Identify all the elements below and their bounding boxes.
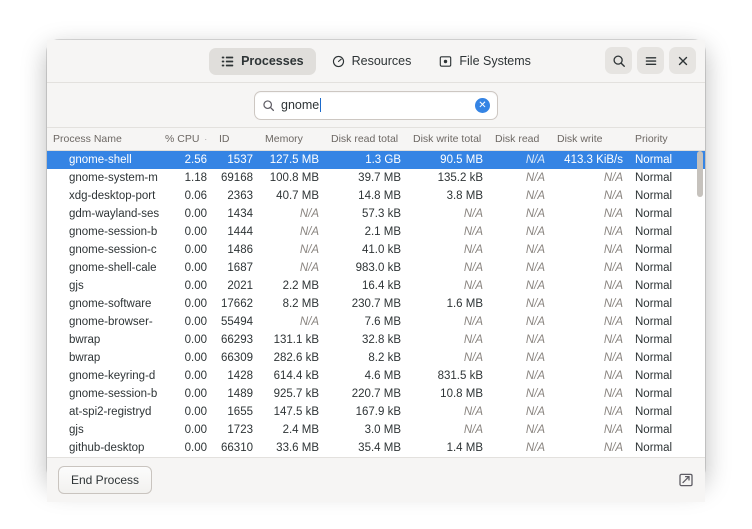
cell-drt: 4.6 MB: [364, 370, 401, 382]
cell-id: 1444: [227, 226, 253, 238]
cell-priority: Normal: [635, 334, 673, 346]
cell-cpu: 0.00: [184, 316, 207, 328]
cell-dwt: N/A: [463, 424, 483, 436]
cell-drt: 983.0 kB: [355, 262, 401, 274]
column-header-disk-read-total[interactable]: Disk read total: [331, 133, 399, 145]
vertical-scrollbar[interactable]: [697, 151, 703, 197]
table-row[interactable]: [47, 313, 705, 331]
cell-priority: Normal: [635, 226, 673, 238]
cell-dwt: 831.5 kB: [437, 370, 483, 382]
column-header-priority[interactable]: Priority: [635, 133, 668, 145]
cell-id: 1655: [227, 406, 253, 418]
cell-priority: Normal: [635, 406, 673, 418]
cell-dwt: 1.6 MB: [446, 298, 483, 310]
process-name-label: gnome-shell: [69, 154, 132, 166]
cell-drt: 41.0 kB: [362, 244, 401, 256]
cell-dwt: 3.8 MB: [446, 190, 483, 202]
clear-icon[interactable]: ✕: [475, 98, 490, 113]
cell-memory: 2.2 MB: [282, 280, 319, 292]
cell-dw: N/A: [603, 280, 623, 292]
cell-process-name: [47, 226, 159, 238]
cell-dwt: 135.2 kB: [437, 172, 483, 184]
process-name-label: gnome-session-c: [69, 244, 157, 256]
cell-priority: Normal: [635, 442, 673, 454]
cell-process-name: [47, 280, 159, 292]
tab-file-systems[interactable]: [427, 48, 543, 75]
cell-cpu: 0.00: [184, 226, 207, 238]
cell-cpu: 0.00: [184, 280, 207, 292]
cell-drt: 230.7 MB: [351, 298, 401, 310]
cell-priority: Normal: [635, 388, 673, 400]
cell-process-name: [47, 370, 159, 382]
app-icon-diamond: [53, 389, 64, 400]
process-info-icon[interactable]: [678, 472, 694, 488]
cell-dw: N/A: [603, 190, 623, 202]
cell-dwt: N/A: [463, 352, 483, 364]
cell-cpu: 0.00: [184, 208, 207, 220]
table-body: [47, 151, 705, 457]
cell-memory: 33.6 MB: [276, 442, 319, 454]
header-bar: [47, 40, 705, 83]
table-row[interactable]: [47, 349, 705, 367]
cell-dr: N/A: [525, 262, 545, 274]
cell-memory: 127.5 MB: [269, 154, 319, 166]
cell-id: 66309: [221, 352, 253, 364]
table-row[interactable]: [47, 241, 705, 259]
table-row[interactable]: [47, 277, 705, 295]
cell-cpu: 2.56: [184, 154, 207, 166]
text-caret: [320, 98, 321, 112]
cell-memory: 40.7 MB: [276, 190, 319, 202]
tab-processes-label: Processes: [241, 54, 304, 68]
cell-dr: N/A: [525, 370, 545, 382]
end-process-label: End Process: [71, 473, 140, 487]
column-header-disk-read[interactable]: Disk read: [495, 133, 540, 145]
footer-bar: [47, 457, 705, 502]
cell-process-name: [47, 352, 159, 364]
table-row[interactable]: [47, 331, 705, 349]
cell-process-name: [47, 208, 159, 220]
resources-icon: [332, 55, 345, 68]
footer-actions: [678, 472, 694, 488]
cell-memory: N/A: [299, 244, 319, 256]
tab-processes[interactable]: [209, 48, 316, 75]
cell-dw: N/A: [603, 406, 623, 418]
app-icon-diamond: [53, 317, 64, 328]
column-header-cpu[interactable]: % CPU: [159, 133, 213, 145]
search-input[interactable]: [254, 91, 498, 120]
cell-priority: Normal: [635, 280, 673, 292]
cell-id: 1723: [227, 424, 253, 436]
cell-drt: 16.4 kB: [362, 280, 401, 292]
table-row[interactable]: [47, 295, 705, 313]
cell-memory: 614.4 kB: [273, 370, 319, 382]
cell-process-name: [47, 244, 159, 256]
cell-priority: Normal: [635, 370, 673, 382]
cell-cpu: 0.00: [184, 334, 207, 346]
app-icon-diamond: [53, 191, 64, 202]
app-icon-diamond: [53, 371, 64, 382]
table-row[interactable]: [47, 403, 705, 421]
cell-dr: N/A: [525, 388, 545, 400]
app-icon-diamond: [53, 281, 64, 292]
cell-id: 1428: [227, 370, 253, 382]
cell-dr: N/A: [525, 208, 545, 220]
cell-id: 55494: [221, 316, 253, 328]
cell-dr: N/A: [525, 172, 545, 184]
cell-dw: N/A: [603, 424, 623, 436]
tab-resources-label: Resources: [351, 54, 412, 68]
cell-process-name: [47, 172, 159, 184]
process-name-label: gnome-software: [69, 298, 152, 310]
cell-dw: N/A: [603, 334, 623, 346]
column-header-id[interactable]: ID: [219, 133, 230, 145]
cell-dwt: N/A: [463, 244, 483, 256]
cell-process-name: [47, 406, 159, 418]
cell-id: 17662: [221, 298, 253, 310]
cell-dr: N/A: [525, 190, 545, 202]
cell-dwt: N/A: [463, 406, 483, 418]
cell-dwt: N/A: [463, 334, 483, 346]
app-icon-diamond: [53, 209, 64, 220]
processes-icon: [221, 55, 234, 68]
cell-dw: N/A: [603, 298, 623, 310]
table-row[interactable]: [47, 205, 705, 223]
cell-priority: Normal: [635, 298, 673, 310]
cell-drt: 8.2 kB: [368, 352, 401, 364]
cell-drt: 7.6 MB: [364, 316, 401, 328]
search-icon: [262, 99, 275, 112]
cell-drt: 39.7 MB: [358, 172, 401, 184]
cell-process-name: [47, 262, 159, 274]
table-row[interactable]: [47, 169, 705, 187]
cell-id: 2021: [227, 280, 253, 292]
process-name-label: gnome-shell-cale: [69, 262, 157, 274]
process-name-label: gnome-system-m: [69, 172, 158, 184]
table-row[interactable]: [47, 367, 705, 385]
cell-cpu: 0.06: [184, 190, 207, 202]
cell-dr: N/A: [525, 424, 545, 436]
cell-memory: 2.4 MB: [282, 424, 319, 436]
cell-memory: N/A: [299, 262, 319, 274]
cell-cpu: 0.00: [184, 352, 207, 364]
cell-cpu: 0.00: [184, 244, 207, 256]
cell-dwt: 1.4 MB: [446, 442, 483, 454]
cell-cpu: 0.00: [184, 406, 207, 418]
close-icon: [676, 54, 690, 68]
close-button[interactable]: [669, 47, 696, 74]
process-name-label: gnome-browser-: [69, 316, 153, 328]
cell-priority: Normal: [635, 352, 673, 364]
search-button[interactable]: [605, 47, 632, 74]
cell-dw: N/A: [603, 442, 623, 454]
search-icon: [612, 54, 626, 68]
cell-dwt: N/A: [463, 208, 483, 220]
cell-dr: N/A: [525, 442, 545, 454]
cell-cpu: 0.00: [184, 370, 207, 382]
column-header-process-name[interactable]: Process Name: [53, 133, 122, 145]
cell-dw: N/A: [603, 262, 623, 274]
cell-cpu: 0.00: [184, 262, 207, 274]
app-icon-diamond: [53, 263, 64, 274]
cell-dwt: N/A: [463, 280, 483, 292]
cell-dr: N/A: [525, 298, 545, 310]
table-header-row: [47, 128, 705, 151]
column-header-memory[interactable]: Memory: [265, 133, 303, 145]
cell-dw: N/A: [603, 316, 623, 328]
cell-drt: 2.1 MB: [364, 226, 401, 238]
cell-id: 66310: [221, 442, 253, 454]
cell-process-name: [47, 298, 159, 310]
cell-memory: 282.6 kB: [273, 352, 319, 364]
cell-dwt: N/A: [463, 316, 483, 328]
app-icon-diamond: [53, 407, 64, 418]
cell-memory: 131.1 kB: [273, 334, 319, 346]
app-icon-diamond: [53, 227, 64, 238]
cell-drt: 167.9 kB: [355, 406, 401, 418]
cell-dr: N/A: [525, 154, 545, 166]
cell-dr: N/A: [525, 406, 545, 418]
cell-dr: N/A: [525, 226, 545, 238]
table-row[interactable]: [47, 223, 705, 241]
column-header-disk-write[interactable]: Disk write: [557, 133, 603, 145]
process-name-label: gnome-keyring-d: [69, 370, 156, 382]
cell-priority: Normal: [635, 172, 673, 184]
cell-drt: 35.4 MB: [358, 442, 401, 454]
cell-dw: N/A: [603, 226, 623, 238]
cell-memory: N/A: [299, 208, 319, 220]
cell-id: 66293: [221, 334, 253, 346]
cell-dw: 413.3 KiB/s: [564, 154, 623, 166]
cell-id: 1434: [227, 208, 253, 220]
cell-priority: Normal: [635, 208, 673, 220]
cell-id: 1687: [227, 262, 253, 274]
process-name-label: xdg-desktop-port: [69, 190, 156, 202]
cell-dr: N/A: [525, 280, 545, 292]
cell-dwt: N/A: [463, 226, 483, 238]
sort-descending-icon: [205, 135, 207, 144]
cell-id: 2363: [227, 190, 253, 202]
cell-memory: 147.5 kB: [273, 406, 319, 418]
cell-dwt: 90.5 MB: [440, 154, 483, 166]
cell-dw: N/A: [603, 244, 623, 256]
cell-drt: 3.0 MB: [364, 424, 401, 436]
file-systems-icon: [439, 55, 452, 68]
process-name-label: at-spi2-registryd: [69, 406, 152, 418]
cell-dw: N/A: [603, 208, 623, 220]
cell-process-name: [47, 316, 159, 328]
cell-dr: N/A: [525, 244, 545, 256]
app-icon-diamond: [53, 155, 64, 166]
app-icon-diamond: [53, 443, 64, 454]
cell-cpu: 0.00: [184, 442, 207, 454]
cell-id: 1489: [227, 388, 253, 400]
cell-memory: 8.2 MB: [282, 298, 319, 310]
tab-file-systems-label: File Systems: [459, 54, 531, 68]
cell-memory: 925.7 kB: [273, 388, 319, 400]
table-row[interactable]: [47, 187, 705, 205]
table-row[interactable]: [47, 151, 705, 169]
cell-drt: 220.7 MB: [351, 388, 401, 400]
cell-id: 1537: [227, 154, 253, 166]
cell-process-name: [47, 190, 159, 202]
cell-priority: Normal: [635, 154, 673, 166]
search-bar: [47, 83, 705, 128]
cell-cpu: 0.00: [184, 424, 207, 436]
cell-drt: 57.3 kB: [362, 208, 401, 220]
cell-cpu: 0.00: [184, 388, 207, 400]
app-icon-terminal: [53, 173, 64, 184]
cell-dw: N/A: [603, 370, 623, 382]
cell-drt: 14.8 MB: [358, 190, 401, 202]
cell-process-name: [47, 388, 159, 400]
process-table: [47, 128, 705, 457]
cell-process-name: [47, 334, 159, 346]
cell-priority: Normal: [635, 244, 673, 256]
cell-id: 1486: [227, 244, 253, 256]
process-name-label: gdm-wayland-ses: [69, 208, 160, 220]
tab-resources[interactable]: [320, 48, 424, 75]
header-actions: [605, 47, 696, 74]
search-input-value: gnome: [281, 98, 320, 112]
cell-dw: N/A: [603, 352, 623, 364]
cell-priority: Normal: [635, 424, 673, 436]
process-name-label: gjs: [69, 280, 84, 292]
cell-dw: N/A: [603, 388, 623, 400]
table-row[interactable]: [47, 421, 705, 439]
system-monitor-window: [47, 40, 705, 487]
process-name-label: gnome-session-b: [69, 388, 158, 400]
view-switcher: [209, 48, 543, 75]
process-name-label: gjs: [69, 424, 84, 436]
process-name-label: bwrap: [69, 334, 101, 346]
menu-button[interactable]: [637, 47, 664, 74]
process-name-label: gnome-session-b: [69, 226, 158, 238]
cell-drt: 32.8 kB: [362, 334, 401, 346]
cell-dr: N/A: [525, 352, 545, 364]
cell-dr: N/A: [525, 316, 545, 328]
cell-dw: N/A: [603, 172, 623, 184]
cell-process-name: [47, 424, 159, 436]
end-process-button[interactable]: [58, 466, 152, 494]
cell-priority: Normal: [635, 316, 673, 328]
app-icon-diamond: [53, 335, 64, 346]
hamburger-menu-icon: [644, 54, 658, 68]
cell-process-name: [47, 442, 159, 454]
process-name-label: bwrap: [69, 352, 101, 364]
cell-id: 69168: [221, 172, 253, 184]
cell-process-name: [47, 154, 159, 166]
app-icon-diamond: [53, 353, 64, 364]
table-row[interactable]: [47, 259, 705, 277]
app-icon-software: [53, 299, 64, 310]
cell-memory: 100.8 MB: [269, 172, 319, 184]
cell-memory: N/A: [299, 316, 319, 328]
column-header-disk-write-total[interactable]: Disk write total: [413, 133, 482, 145]
cell-dwt: 10.8 MB: [440, 388, 483, 400]
cell-priority: Normal: [635, 190, 673, 202]
cell-cpu: 0.00: [184, 298, 207, 310]
cell-drt: 1.3 GB: [365, 154, 401, 166]
app-icon-diamond: [53, 425, 64, 436]
cell-memory: N/A: [299, 226, 319, 238]
cell-cpu: 1.18: [184, 172, 207, 184]
cell-priority: Normal: [635, 262, 673, 274]
process-name-label: github-desktop: [69, 442, 145, 454]
app-icon-diamond: [53, 245, 64, 256]
table-row[interactable]: [47, 439, 705, 457]
table-row[interactable]: [47, 385, 705, 403]
cell-dr: N/A: [525, 334, 545, 346]
cell-dwt: N/A: [463, 262, 483, 274]
